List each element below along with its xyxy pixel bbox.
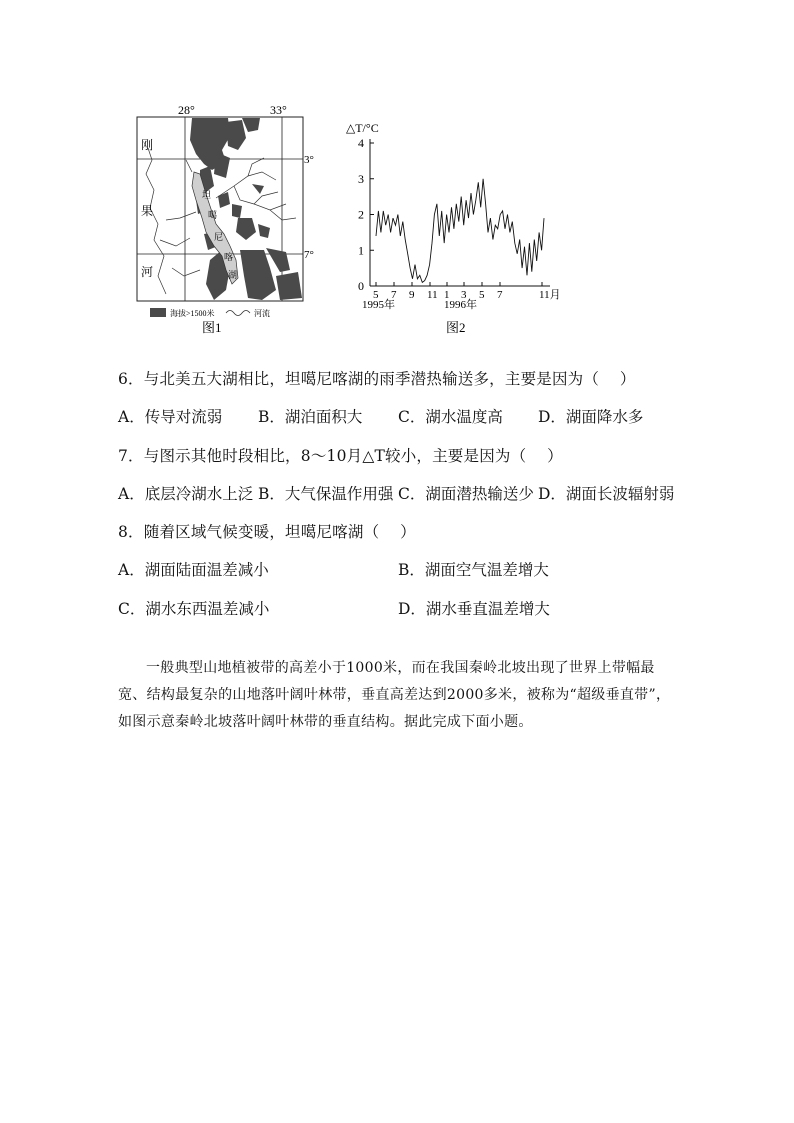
figure1-map — [130, 100, 314, 336]
question-8-option-a[interactable]: A．湖面陆面温差减小 — [118, 561, 269, 579]
question-8-option-c[interactable]: C．湖水东西温差减小 — [118, 600, 270, 618]
year-label-1996: 1996年 — [444, 299, 477, 311]
x-tick-label: 11月 — [539, 289, 561, 301]
legend-elevation-label: 海拔>1500米 — [170, 309, 215, 318]
question-8-stem: 8．随着区域气候变暖，坦噶尼喀湖（ ） — [118, 523, 416, 541]
region-label-gang: 刚 — [141, 138, 154, 152]
figure1-caption: 图1 — [202, 320, 222, 335]
region-label-he: 河 — [141, 265, 154, 279]
question-7-stem: 7．与图示其他时段相比，8～10月△T较小，主要是因为（ ） — [118, 447, 563, 465]
question-7-option-a[interactable]: A．底层冷湖水上泛 — [118, 485, 254, 503]
reading-passage: 一般典型山地植被带的高差小于1000米，而在我国秦岭北坡出现了世界上带幅最宽、结构最复杂的山地落叶阔叶林带，垂直高差达到2000多米，被称为“超级垂直带”，如图示意秦岭北坡落叶阔叶林带的垂直结构。据此完成下面小题。 — [118, 660, 671, 730]
lon-label-33: 33° — [270, 103, 287, 117]
legend-elevation-swatch — [150, 308, 166, 317]
y-tick-label: 4 — [358, 136, 364, 150]
question-7-option-c[interactable]: C．湖面潜热输送少 — [398, 485, 534, 503]
x-tick-label: 9 — [409, 289, 415, 301]
x-tick-label: 7 — [391, 289, 397, 301]
figure2-caption: 图2 — [446, 320, 466, 335]
x-tick-label: 11 — [427, 289, 438, 301]
x-tick-label: 1 — [444, 289, 450, 301]
question-8-option-b[interactable]: B．湖面空气温差增大 — [398, 561, 549, 579]
lon-label-28: 28° — [178, 103, 195, 117]
year-label-1995: 1995年 — [362, 299, 395, 311]
x-tick-label: 5 — [479, 289, 485, 301]
question-6-option-d[interactable]: D．湖面降水多 — [538, 408, 644, 426]
question-8-option-d[interactable]: D．湖水垂直温差增大 — [398, 600, 550, 618]
series-line — [376, 179, 544, 283]
y-tick-label: 3 — [358, 171, 364, 186]
lake-label-ga: 噶 — [208, 210, 218, 220]
question-6-option-b[interactable]: B．湖泊面积大 — [258, 408, 363, 426]
lat-label-3: 3° — [304, 154, 314, 166]
question-7-option-b[interactable]: B．大气保温作用强 — [258, 485, 394, 503]
lake-label-tan: 坦 — [202, 190, 212, 200]
y-tick-label: 2 — [358, 207, 364, 222]
y-tick-label: 1 — [358, 243, 364, 258]
lake-label-ni: 尼 — [214, 232, 224, 242]
x-tick-label: 3 — [461, 289, 467, 301]
y-axis-label: △T/°C — [346, 121, 379, 135]
lat-label-7: 7° — [304, 249, 314, 261]
y-tick-label: 0 — [358, 279, 364, 293]
question-7-option-d[interactable]: D．湖面长波辐射弱 — [538, 485, 675, 503]
legend-river-label: 河流 — [254, 309, 270, 318]
legend-river-symbol — [226, 311, 250, 316]
x-tick-label: 7 — [497, 289, 503, 301]
figure2-chart — [340, 118, 570, 338]
lake-label-ka: 喀 — [224, 252, 234, 262]
x-tick-label: 5 — [373, 289, 379, 301]
lake-label-hu: 湖 — [228, 270, 238, 280]
question-6-option-a[interactable]: A．传导对流弱 — [118, 408, 223, 426]
question-6-option-c[interactable]: C．湖水温度高 — [398, 408, 503, 426]
region-label-guo: 果 — [141, 204, 154, 218]
question-6-stem: 6．与北美五大湖相比，坦噶尼喀湖的雨季潜热输送多，主要是因为（ ） — [118, 370, 636, 388]
